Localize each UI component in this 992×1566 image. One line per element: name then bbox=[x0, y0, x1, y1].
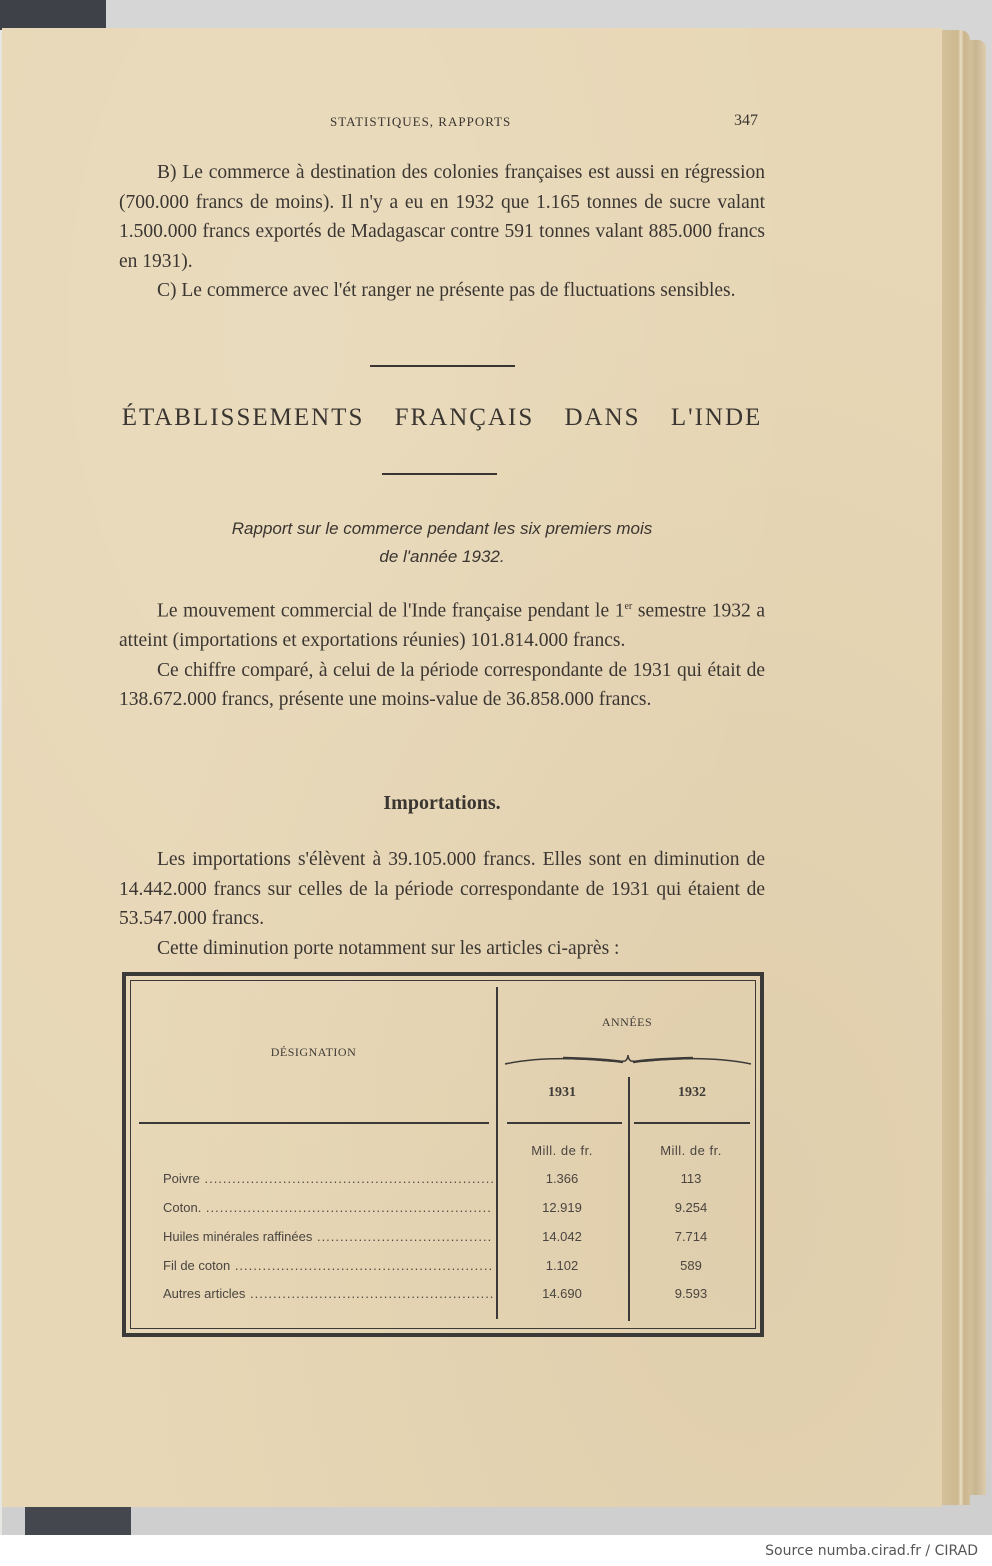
divider-rule bbox=[370, 365, 515, 367]
row-label: Huiles minérales raffinées ..... bbox=[163, 1229, 493, 1244]
row-label: Autres articles ..... bbox=[163, 1286, 493, 1301]
column-divider bbox=[496, 987, 498, 1319]
divider-rule bbox=[382, 473, 497, 475]
value-1931: 14.042 bbox=[542, 1229, 582, 1244]
running-head: STATISTIQUES, RAPPORTS bbox=[330, 114, 512, 129]
brace-icon bbox=[503, 1052, 753, 1068]
column-divider bbox=[628, 1077, 630, 1321]
importations-text bbox=[119, 845, 765, 963]
header-rule bbox=[507, 1122, 622, 1124]
value-1932: 9.593 bbox=[674, 1286, 708, 1301]
subtitle-line-2: de l'année 1932. bbox=[379, 547, 505, 566]
header-1932: 1932 bbox=[678, 1085, 706, 1100]
value-1932: 7.714 bbox=[674, 1229, 708, 1244]
intro-text bbox=[119, 158, 765, 306]
report-subtitle bbox=[119, 515, 765, 571]
page-number: 347 bbox=[734, 112, 758, 129]
value-1931: 12.919 bbox=[542, 1200, 582, 1215]
value-1931: 1.366 bbox=[545, 1171, 579, 1186]
page-stack-edge bbox=[940, 30, 970, 1505]
value-1932: 113 bbox=[680, 1171, 702, 1186]
section-text bbox=[119, 592, 765, 715]
paragraph-imports-1: Les importations s'élèvent à 39.105.000 francs. Elles sont en diminution de 14.442.000 francs sur celles de la période correspondante de 1931 qui étaient de 53.547.000 francs. bbox=[119, 849, 765, 929]
paragraph-imports-2: Cette diminution porte notamment sur les articles ci-après : bbox=[157, 937, 620, 959]
unit-1931: Mill. de fr. bbox=[531, 1143, 593, 1158]
paragraph-2: Ce chiffre comparé, à celui de la période correspondante de 1931 qui était de 138.672.000 francs, présente une moins-value de 36.858.000 francs. bbox=[119, 659, 765, 710]
imports-table bbox=[122, 972, 764, 1337]
paragraph-1: Le mouvement commercial de l'Inde française pendant le 1er semestre 1932 a atteint (importations et exportations réunies) 101.814.000 francs. bbox=[119, 600, 765, 651]
value-1932: 589 bbox=[680, 1258, 702, 1273]
row-label: Coton. ..... bbox=[163, 1200, 493, 1215]
header-annees: ANNÉES bbox=[601, 1015, 653, 1029]
scan-corner bbox=[0, 0, 106, 30]
source-credit: Source numba.cirad.fr / CIRAD bbox=[765, 1543, 978, 1559]
value-1931: 14.690 bbox=[542, 1286, 582, 1301]
row-label: Poivre ..... bbox=[163, 1171, 493, 1186]
paragraph-b: B) Le commerce à destination des colonies françaises est aussi en régression (700.000 francs de moins). Il n'y a eu en 1932 que 1.165 tonnes de sucre valant 1.500.000 francs exportés de Madagascar contre 591 tonnes valant 885.000 francs en 1931). bbox=[119, 162, 765, 272]
table-inner-border bbox=[130, 980, 756, 1329]
header-1931: 1931 bbox=[548, 1085, 576, 1100]
paragraph-c: C) Le commerce avec l'ét ranger ne présente pas de fluctuations sensibles. bbox=[157, 280, 736, 301]
unit-1932: Mill. de fr. bbox=[660, 1143, 722, 1158]
value-1931: 1.102 bbox=[545, 1258, 579, 1273]
header-designation: DÉSIGNATION bbox=[270, 1045, 357, 1059]
subtitle-line-1: Rapport sur le commerce pendant les six premiers mois bbox=[231, 519, 653, 538]
value-1932: 9.254 bbox=[674, 1200, 708, 1215]
section-title: ÉTABLISSEMENTS FRANÇAIS DANS L'INDE bbox=[121, 404, 763, 431]
header-rule bbox=[139, 1122, 489, 1124]
scan-corner bbox=[25, 1507, 131, 1535]
importations-heading: Importations. bbox=[383, 792, 501, 814]
header-rule bbox=[634, 1122, 750, 1124]
row-label: Fil de coton ..... bbox=[163, 1258, 493, 1273]
